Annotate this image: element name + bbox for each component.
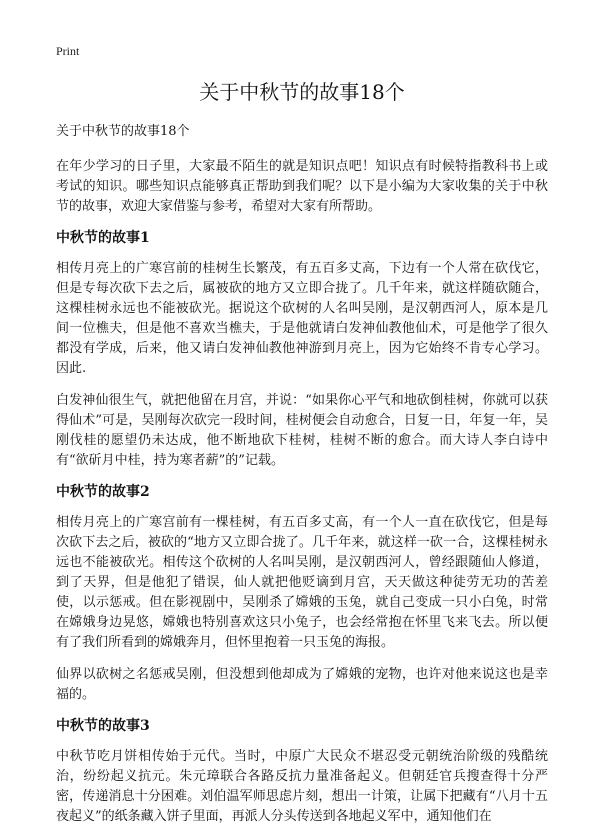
intro-paragraph: 在年少学习的日子里，大家最不陌生的就是知识点吧！知识点有时候特指教科书上或考试的知识。哪些知识点能够真正帮助到我们呢？以下是小编为大家收集的关于中秋节的故事，欢迎大家借鉴与参考，希望对大家有所帮助。 [56,159,548,214]
section-heading-3: 中秋节的故事3 [56,718,150,734]
document-subtitle: 关于中秋节的故事18个 [56,124,190,139]
section-2-paragraph-1: 相传月亮上的广寒宫前有一棵桂树，有五百多丈高，有一个人一直在砍伐它，但是每次砍下去之后，被砍的“地方又立即合拢了。几千年来，就这样一砍一合，这棵桂树永远也不能被砍光。相传这个砍树的人名叫吴刚，是汉朝西河人，曾经跟随仙人修道，到了天界，但是他犯了错误，仙人就把他贬谪到月宫，天天做这种徒劳无功的苦差使，以示惩戒。但在影视剧中，吴刚杀了嫦娥的玉兔，就自己变成一只小白兔，时常在嫦娥身边晃悠，嫦娥也特别喜欢这只小兔子，也会经常抱在怀里飞来飞去。所以便有了我们所看到的嫦娥奔月，但怀里抱着一只玉兔的海报。 [56,515,548,650]
print-link[interactable]: Print [56,44,80,58]
section-heading-1: 中秋节的故事1 [56,230,150,246]
section-2-paragraph-2: 仙界以砍树之名惩戒吴刚，但没想到他却成为了嫦娥的宠物，也许对他来说这也是幸福的。 [56,667,548,702]
section-heading-2: 中秋节的故事2 [56,484,150,500]
section-1-paragraph-2: 白发神仙很生气，就把他留在月宫，并说：“如果你心平气和地砍倒桂树，你就可以获得仙术”可是，吴刚每次砍完一段时间，桂树便会自动愈合，日复一日，年复一年，吴刚伐桂的愿望仍未达成，他不断地砍下桂树，桂树不断的愈合。而大诗人李白诗中有“欲斫月中桂，持为寒者薪”的”记载。 [56,393,548,468]
section-1-paragraph-1: 相传月亮上的广寒宫前的桂树生长繁茂，有五百多丈高，下边有一个人常在砍伐它，但是专每次砍下去之后，属被砍的地方又立即合拢了。几千年来，就这样随砍随合，这棵桂树永远也不能被砍光。据说这个砍树的人名叫吴刚，是汉朝西河人，原本是几间一位樵夫，但是他不喜欢当樵夫，于是他就请白发神仙教他仙术，可是他学了很久都没有学成，后来，他又请白发神仙教他神游到月亮上，因为它始终不肯专心学习。因此. [56,261,548,376]
section-3-paragraph-1: 中秋节吃月饼相传始于元代。当时，中原广大民众不堪忍受元朝统治阶级的残酷统治，纷纷起义抗元。朱元璋联合各路反抗力量准备起义。但朝廷官兵搜查得十分严密，传递消息十分困难。刘伯温军师思虑片刻，想出一计策，让属下把藏有“八月十五夜起义”的纸条藏入饼子里面，再派人分头传送到各地起义军中，通知他们在 [56,749,548,824]
document-title: 关于中秋节的故事18个 [199,80,405,104]
